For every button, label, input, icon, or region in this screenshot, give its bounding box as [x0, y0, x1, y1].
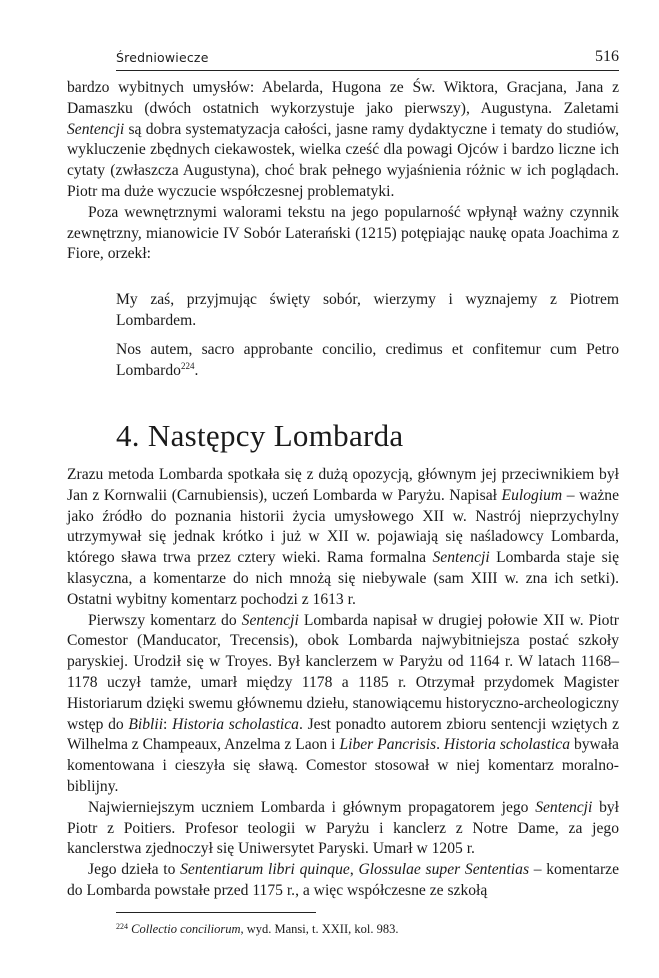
italic-title: Sentencji [535, 798, 593, 816]
paragraph-1: bardzo wybitnych umysłów: Abelarda, Hugona ze Św. Wiktora, Gracjana, Jana z Damaszku (dwóch ostatnich wykorzystuje jako pierwszy), Augustyna. Zaletami Sentencji są dobra systematyzacja całości, jasne ramy dydaktyczne i tematy do studiów, wykluczenie zbędnych ciekawostek, wielka cześć dla powagi Ojców i bardzo liczne ich cytaty (zwłaszcza Augustyna), choć brak pełnego wyjaśnienia różnic w ich poglądach. Piotr ma duże wyczucie współczesnej problematyki. [67, 79, 619, 200]
italic-title: Historia scholastica [172, 715, 299, 733]
running-header [116, 48, 619, 71]
paragraph-3: Zrazu metoda Lombarda spotkała się z dużą opozycją, głównym jej przeciwnikiem był Jan z Kornwalii (Carnubiensis), uczeń Lombarda w Paryżu. Napisał Eulogium – ważne jako źródło do poznania historii życia umysłowego XII w. Nastrój nieprzychylny utrzymywał się jednak krótko i już w XII w. pojawiają się naśladowcy Lombarda, którego sława trwa przez cztery wieki. Rama formalna Sentencji Lombarda staje się klasyczna, a komentarze do nich mnożą się niebywale (sam XIII w. zna ich setki). Ostatni wybitny komentarz pochodzi z 1613 r. [67, 466, 619, 608]
italic-title: Sententiarum libri quinque [180, 861, 350, 879]
footnote: $^{224}$ Collectio conciliorum, wyd. Mansi, t. XXII, kol. 983. [116, 922, 399, 936]
page-number: 516 [595, 48, 619, 65]
paragraph-6: Jego dzieła to Sententiarum libri quinque, Glossulae super Sententias – komentarze do Lombarda powstałe przed 1175 r., a więc współczesne ze szkołą [67, 861, 619, 899]
section-heading: 4. Następcy Lombarda [116, 418, 404, 453]
body-text-section [67, 465, 619, 902]
block-quote-latin: Nos autem, sacro approbante concilio, credimus et confitemur cum Petro Lombardo$^{224}$. [116, 341, 619, 379]
italic-title: Liber Pancrisis [339, 736, 437, 754]
italic-title: Glossulae super Sententias [358, 861, 530, 879]
italic-title: Sentencji [432, 549, 490, 567]
footnote-source-title: Collectio conciliorum [131, 922, 241, 936]
footnote-reference: 224 [180, 360, 195, 371]
body-text-top [67, 78, 619, 265]
italic-title: Biblii [128, 715, 164, 733]
paragraph-4: Pierwszy komentarz do Sentencji Lombarda napisał w drugiej połowie XII w. Piotr Comestor (Manducator, Trecensis), obok Lombarda najwybitniejsza postać szkoły paryskiej. Urodził się w Troyes. Był kanclerzem w Paryżu od 1164 r. W latach 1168–1178 uczył tamże, umarł między 1178 a 1185 r. Otrzymał przydomek Magister Historiarum dzięki swemu głównemu dziełu, stanowiącemu historyczno-archeologiczny wstęp do Biblii: Historia scholastica. Jest ponadto autorem zbioru sentencji wziętych z Wilhelma z Champeaux, Anzelma z Laon i Liber Pancrisis. Historia scholastica bywała komentowana i cieszyła się sławą. Comestor stosował w niej komentarz moralno-biblijny. [67, 611, 620, 795]
paragraph-5: Najwierniejszym uczniem Lombarda i głównym propagatorem jego Sentencji był Piotr z Poitiers. Profesor teologii w Paryżu i kanclerz z Notre Dame, za jego kanclerstwa zjednoczył się Uniwersytet Paryski. Umarł w 1205 r. [67, 798, 619, 858]
italic-title: Sentencji [67, 120, 125, 138]
running-header-title: Średniowiecze [116, 50, 209, 65]
paragraph-2: Poza wewnętrznymi walorami tekstu na jego popularność wpłynął ważny czynnik zewnętrzny, mianowicie IV Sobór Laterański (1215) potępiając naukę opata Joachima z Fiore, orzekł: [67, 203, 619, 263]
footnote-number: 224 [116, 922, 128, 931]
italic-title: Historia scholastica [443, 736, 571, 754]
footnote-divider [116, 912, 316, 913]
italic-title: Eulogium [501, 486, 563, 504]
italic-title: Sentencji [241, 611, 299, 629]
block-quote-polish: My zaś, przyjmując święty sobór, wierzymy i wyznajemy z Piotrem Lombardem. [116, 291, 619, 329]
